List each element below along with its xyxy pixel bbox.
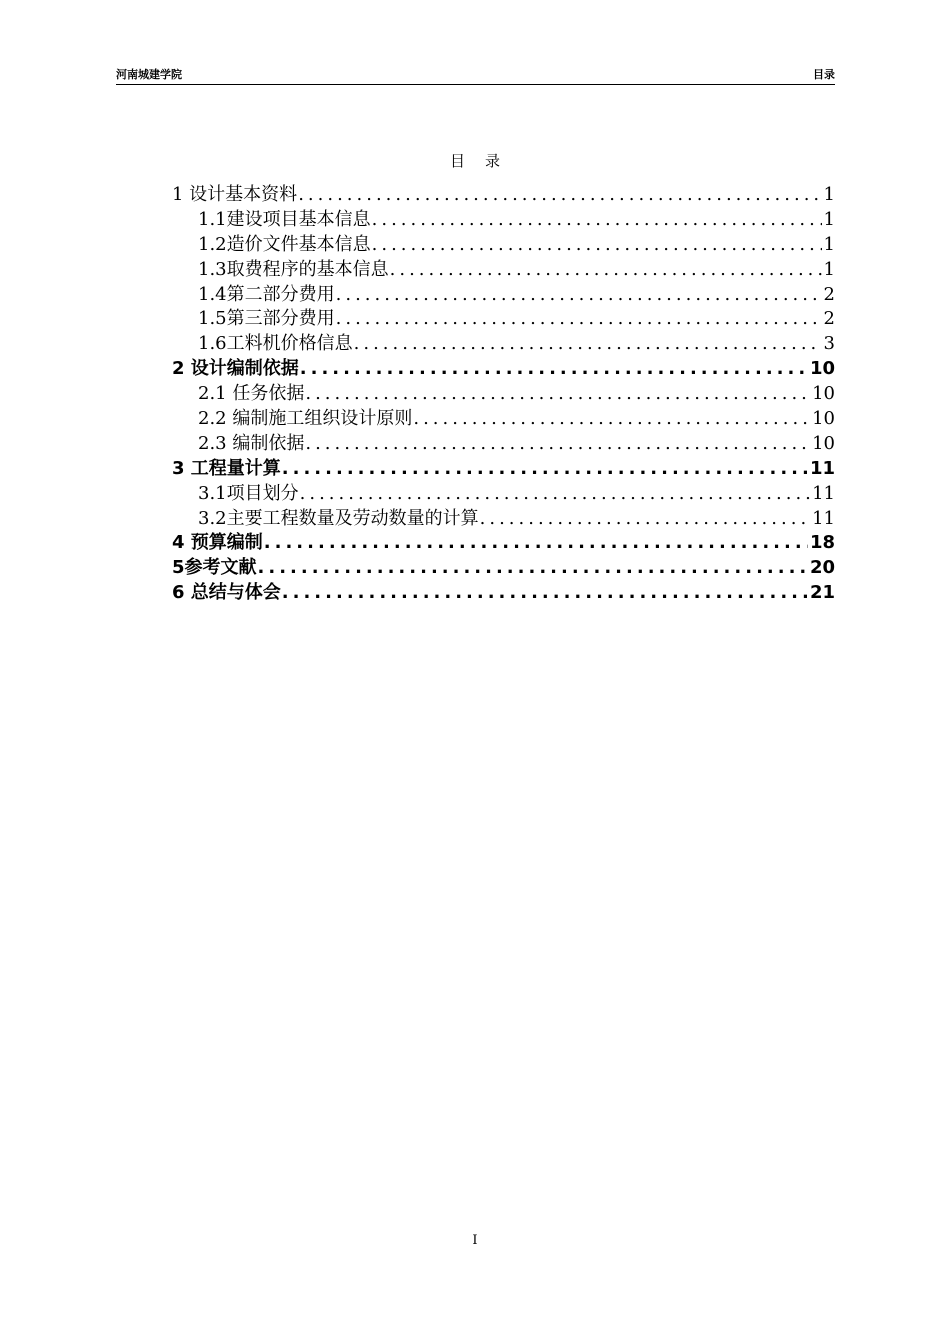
toc-leader-dots [300, 357, 808, 382]
toc-entry-title: 1.1建设项目基本信息 [198, 208, 371, 230]
toc-entry[interactable] [172, 332, 835, 357]
toc-entry[interactable] [172, 382, 835, 407]
toc-entry[interactable] [172, 432, 835, 457]
header-section: 目录 [813, 68, 835, 81]
toc-entry-title: 1.6工料机价格信息 [198, 333, 353, 355]
toc-entry[interactable] [172, 407, 835, 432]
toc-entry-page: 10 [812, 432, 835, 454]
toc-entry-page: 2 [823, 283, 835, 305]
toc-entry-page: 20 [809, 557, 835, 579]
toc-entry[interactable] [172, 556, 835, 581]
toc-entry-title: 2.2 编制施工组织设计原则 [198, 408, 413, 430]
toc-entry-title: 6 总结与体会 [172, 582, 281, 604]
toc-entry-page: 10 [809, 358, 835, 380]
toc-entry-title: 2 设计编制依据 [172, 358, 299, 380]
toc-entry-page: 21 [809, 582, 835, 604]
toc-title: 目录 [449, 152, 520, 170]
toc-entry-page: 2 [823, 308, 835, 330]
toc-entry-title: 1.3取费程序的基本信息 [198, 258, 389, 280]
toc-leader-dots [413, 407, 810, 432]
toc-entry-page: 3 [823, 333, 835, 355]
toc-entry-title: 1 设计基本资料 [172, 184, 298, 205]
toc-entry[interactable] [172, 357, 835, 382]
toc-entry-title: 1.5第三部分费用 [198, 308, 335, 330]
table-of-contents [172, 183, 835, 606]
toc-leader-dots [300, 482, 810, 507]
toc-leader-dots [336, 283, 822, 308]
toc-leader-dots [336, 307, 822, 332]
toc-leader-dots [372, 208, 822, 233]
toc-entry-title: 1.2造价文件基本信息 [198, 233, 371, 255]
toc-entry[interactable] [172, 183, 835, 208]
toc-leader-dots [264, 531, 808, 556]
toc-leader-dots [354, 332, 822, 357]
toc-entry-title: 5参考文献 [172, 557, 257, 579]
toc-leader-dots [298, 183, 821, 208]
toc-entry-title: 3.1项目划分 [198, 482, 299, 504]
toc-entry-title: 3.2主要工程数量及劳动数量的计算 [198, 507, 479, 529]
toc-leader-dots [480, 507, 810, 532]
toc-entry-title: 1.4第二部分费用 [198, 283, 335, 305]
toc-entry-title: 2.1 任务依据 [198, 383, 305, 405]
toc-entry-page: 1 [823, 208, 835, 230]
toc-leader-dots [390, 258, 822, 283]
page-number: I [472, 1233, 478, 1248]
toc-entry-page: 1 [823, 258, 835, 280]
toc-entry[interactable] [172, 507, 835, 532]
toc-entry-page: 10 [812, 383, 835, 405]
toc-entry[interactable] [172, 258, 835, 283]
toc-entry[interactable] [172, 482, 835, 507]
toc-entry[interactable] [172, 531, 835, 556]
toc-leader-dots [305, 432, 810, 457]
toc-entry-page: 1 [823, 184, 835, 205]
toc-entry-page: 18 [809, 532, 835, 554]
toc-entry[interactable] [172, 283, 835, 308]
toc-entry-page: 10 [812, 408, 835, 430]
page-header [116, 68, 835, 85]
toc-entry-page: 11 [812, 482, 835, 504]
toc-leader-dots [282, 457, 808, 482]
toc-entry[interactable] [172, 307, 835, 332]
toc-entry[interactable] [172, 581, 835, 606]
toc-leader-dots [305, 382, 810, 407]
toc-entry-title: 4 预算编制 [172, 532, 263, 554]
toc-entry-title: 3 工程量计算 [172, 457, 281, 479]
toc-leader-dots [282, 581, 808, 606]
toc-entry-page: 1 [823, 233, 835, 255]
header-institution: 河南城建学院 [116, 68, 182, 81]
toc-entry-page: 11 [812, 507, 835, 529]
toc-entry[interactable] [172, 233, 835, 258]
toc-entry[interactable] [172, 208, 835, 233]
toc-entry[interactable] [172, 457, 835, 482]
toc-entry-title: 2.3 编制依据 [198, 432, 305, 454]
toc-leader-dots [258, 556, 808, 581]
toc-leader-dots [372, 233, 822, 258]
toc-entry-page: 11 [809, 457, 835, 479]
